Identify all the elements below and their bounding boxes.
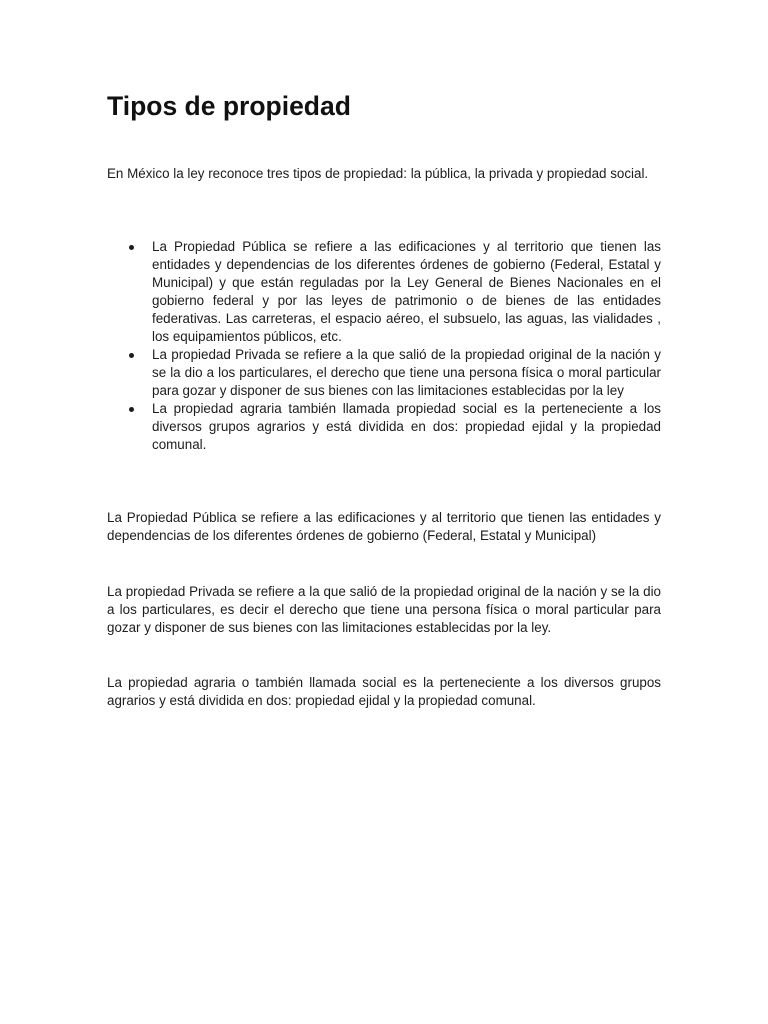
public-property-paragraph: La Propiedad Pública se refiere a las edificaciones y al territorio que tienen las entidades y dependencias de los diferentes órdenes de gobierno (Federal, Estatal y Municipal): [107, 510, 661, 543]
list-item-text: La propiedad agraria también llamada propiedad social es la perteneciente a los diversos grupos agrarios y está dividida en dos: propiedad ejidal y la propiedad comunal.: [152, 401, 661, 452]
document-title: Tipos de propiedad: [107, 91, 351, 121]
list-item-public: [107, 238, 661, 346]
agrarian-property-paragraph: La propiedad agraria o también llamada social es la perteneciente a los diversos grupos agrarios y está dividida en dos: propiedad ejidal y la propiedad comunal.: [107, 675, 661, 708]
list-item-text: La Propiedad Pública se refiere a las edificaciones y al territorio que tienen las entidades y dependencias de los diferentes órdenes de gobierno (Federal, Estatal y Municipal) y que están reguladas por la Ley General de Bienes Nacionales en el gobierno federal y por las leyes de patrimonio o de bienes de las entidades federativas. Las carreteras, el espacio aéreo, el subsuelo, las aguas, las vialidades , los equipamientos públicos, etc.: [152, 239, 661, 344]
list-item-text: La propiedad Privada se refiere a la que salió de la propiedad original de la nación y se la dio a los particulares, el derecho que tiene una persona física o moral particular para gozar y disponer de sus bienes con las limitaciones establecidas por la ley: [152, 347, 661, 398]
bullet-icon: [129, 353, 134, 358]
bullet-icon: [129, 407, 134, 412]
bullet-icon: [129, 245, 134, 250]
private-property-paragraph: La propiedad Privada se refiere a la que salió de la propiedad original de la nación y se la dio a los particulares, es decir el derecho que tiene una persona física o moral particular para gozar y disponer de sus bienes con las limitaciones establecidas por la ley.: [107, 584, 661, 635]
intro-paragraph: En México la ley reconoce tres tipos de propiedad: la pública, la privada y propiedad social.: [107, 166, 649, 181]
list-item-agrarian: [107, 400, 661, 454]
property-types-list: [107, 238, 661, 454]
list-item-private: [107, 346, 661, 400]
